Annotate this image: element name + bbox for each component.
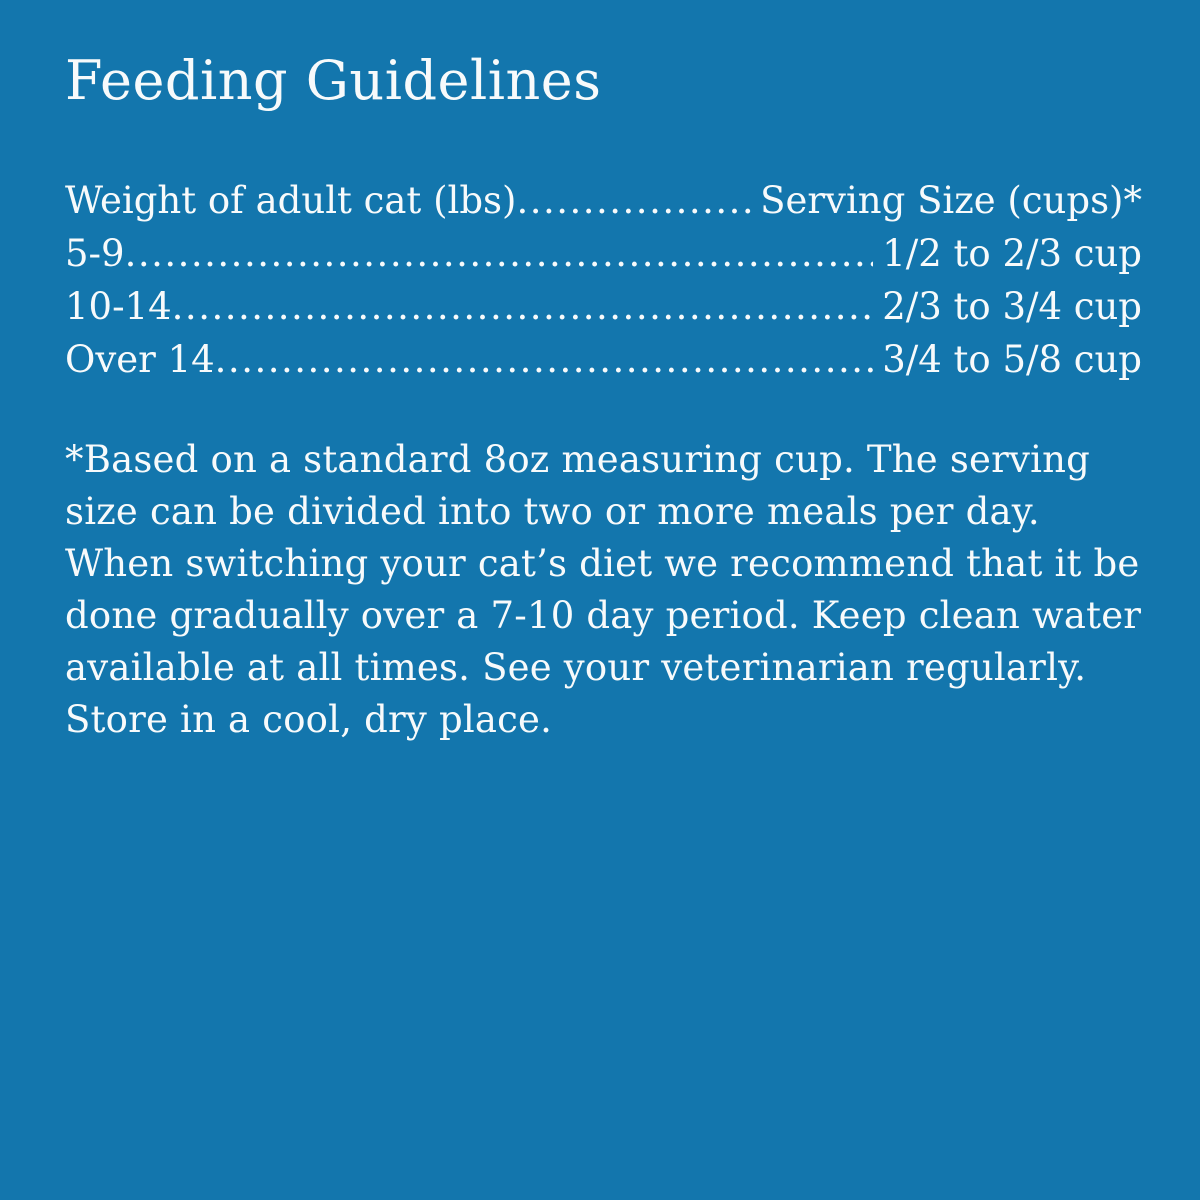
table-row [65, 227, 1142, 280]
dot-leader [215, 333, 874, 386]
header-serving-label: Serving Size (cups)* [760, 179, 1142, 223]
page-title: Feeding Guidelines [65, 49, 602, 112]
serving-size: 2/3 to 3/4 cup [882, 285, 1142, 329]
footnote-text: *Based on a standard 8oz measuring cup. The serving size can be divided into two or more meals per day. When switching your cat’s diet we recommend that it be done gradually over a 7-10 day period. Keep clean water available at all times. See your veterinarian regularly. Store in a cool, dry place. [65, 438, 1142, 742]
header-weight-label: Weight of adult cat (lbs) [65, 179, 517, 223]
table-header-row [65, 174, 1142, 227]
feeding-table [65, 174, 1142, 386]
weight-range: 5-9 [65, 232, 125, 276]
table-row [65, 333, 1142, 386]
dot-leader [172, 280, 874, 333]
weight-range: Over 14 [65, 338, 215, 382]
weight-range: 10-14 [65, 285, 172, 329]
dot-leader [125, 227, 874, 280]
table-row [65, 280, 1142, 333]
serving-size: 1/2 to 2/3 cup [882, 232, 1142, 276]
dot-leader [516, 174, 751, 227]
serving-size: 3/4 to 5/8 cup [882, 338, 1142, 382]
